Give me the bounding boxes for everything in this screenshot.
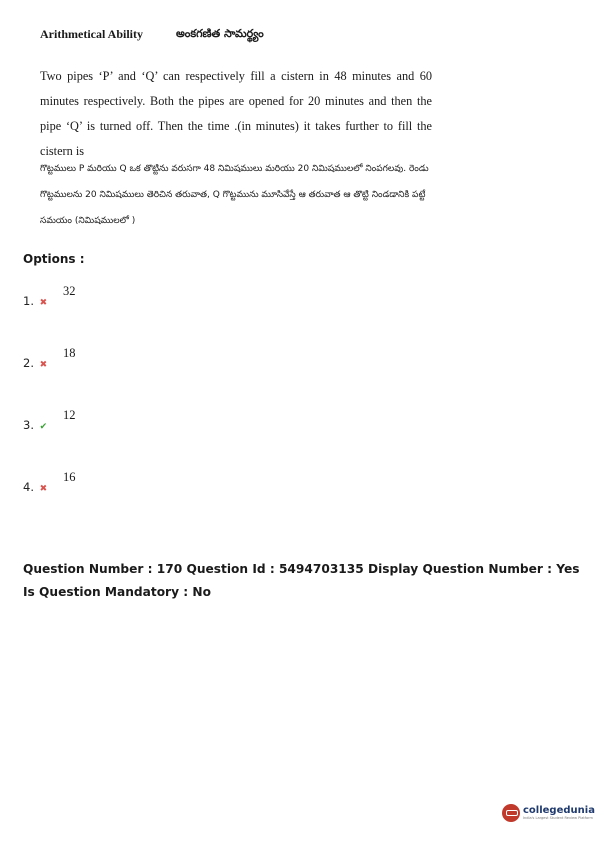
option-2-number <box>23 356 47 370</box>
option-number: 2. <box>23 356 34 370</box>
option-3-number <box>23 418 47 432</box>
section-title-telugu: అంకగణిత సామర్థ్యం <box>176 27 264 40</box>
question-text-telugu: గొట్టములు P మరియు Q ఒక తొట్టిను వరుసగా 48 నిమిషములు మరియు 20 నిమిషములలో నింపగలవు. రెండు గొట్టములను 20 నిమిషములు తెరిచిన తరువాత, Q గొట్టమును మూసివేస్తే ఆ తరువాత ఆ తొట్టి నిండడానికి పట్టే సమయం (నిమిషములలో ) <box>40 164 429 226</box>
option-1-number <box>23 294 47 308</box>
option-number: 1. <box>23 294 34 308</box>
options-label: Options : <box>23 252 85 266</box>
question-text-english: Two pipes ‘P’ and ‘Q’ can respectively fill a cistern in 48 minutes and 60 minutes respectively. Both the pipes are opened for 20 minutes and then the pipe ‘Q’ is turned off. Then the time .(in minutes) it takes further to fill the cistern is <box>40 69 432 158</box>
option-2-value: 18 <box>63 346 76 360</box>
option-3-value: 12 <box>63 408 76 422</box>
option-1-value: 32 <box>63 284 76 298</box>
section-title: Arithmetical Ability <box>40 27 143 41</box>
option-4-value: 16 <box>63 470 76 484</box>
cross-icon: ✖ <box>39 484 48 494</box>
logo-text <box>523 805 595 821</box>
logo-name: collegedunia <box>523 805 595 816</box>
question-metadata: Question Number : 170 Question Id : 5494703135 Display Question Number : Yes Is Question Mandatory : No <box>23 562 580 599</box>
cross-icon: ✖ <box>39 298 48 308</box>
logo-tagline: India's Largest Student Review Platform <box>523 816 593 820</box>
option-4-number <box>23 480 47 494</box>
cross-icon: ✖ <box>39 360 48 370</box>
option-number: 4. <box>23 480 34 494</box>
logo-badge-icon <box>502 804 520 822</box>
checkmark-icon: ✔ <box>39 422 48 432</box>
collegedunia-logo <box>502 804 595 822</box>
option-number: 3. <box>23 418 34 432</box>
